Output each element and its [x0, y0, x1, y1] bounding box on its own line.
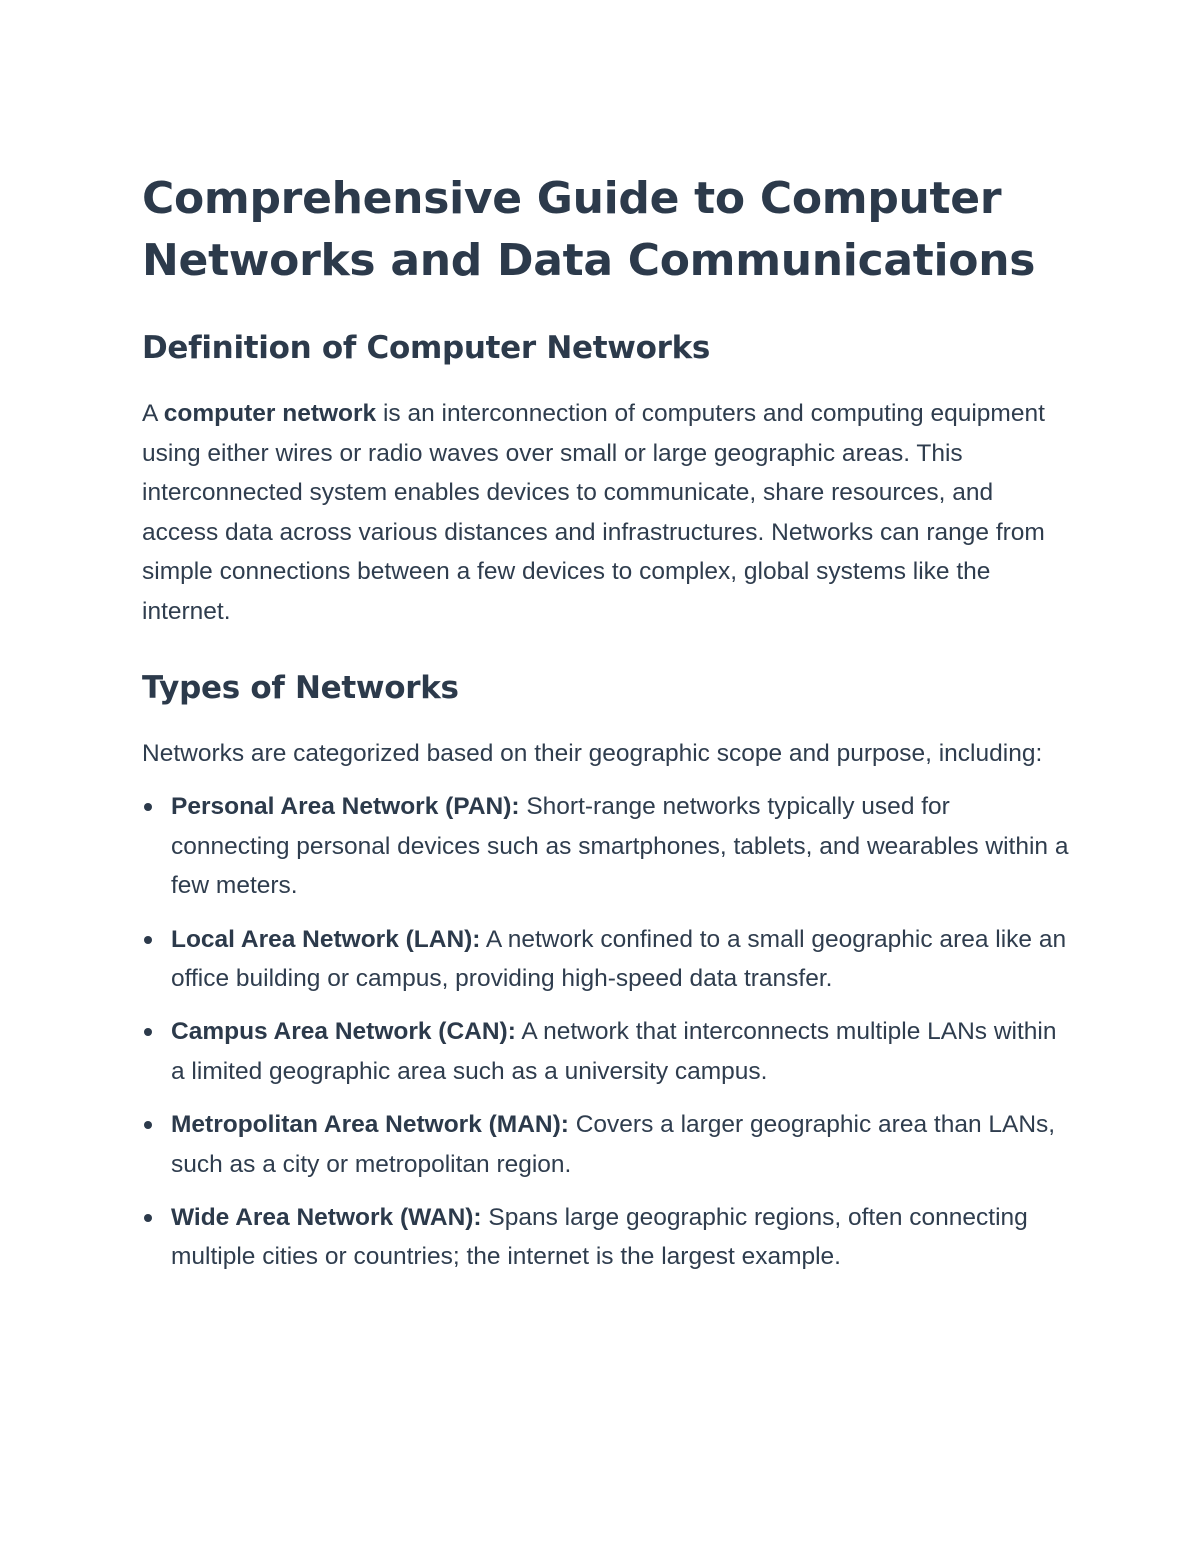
list-item-desc: A network that interconnects multiple LANs within a limited geographic area such as a university campus. — [171, 1018, 1057, 1085]
document-page — [142, 168, 1072, 1291]
list-item-lan — [142, 920, 1072, 999]
list-item-desc: Short-range networks typically used for connecting personal devices such as smartphones, tablets, and wearables within a few meters. — [171, 793, 1069, 900]
section-heading-definition: Definition of Computer Networks — [142, 330, 711, 366]
document-title: Comprehensive Guide to Computer Networks and Data Communications — [142, 173, 1036, 286]
list-item-term: Wide Area Network (WAN): — [171, 1203, 482, 1231]
bullet-icon — [144, 1214, 152, 1222]
list-item-wan — [142, 1198, 1072, 1277]
definition-text-post: is an interconnection of computers and computing equipment using either wires or radio waves over small or large geographic areas. This interconnected system enables devices to communicate, share resources, and access data across various distances and infrastructures. Networks can range from simple connections between a few devices to complex, global systems like the internet. — [142, 400, 1045, 625]
list-item-desc: Covers a larger geographic area than LANs, such as a city or metropolitan region. — [171, 1111, 1056, 1178]
section-heading-types: Types of Networks — [142, 669, 459, 706]
bullet-icon — [144, 936, 152, 944]
bullet-icon — [144, 1121, 152, 1129]
list-item-term: Personal Area Network (PAN): — [171, 793, 520, 821]
list-item-can — [142, 1012, 1072, 1091]
list-item-desc: Spans large geographic regions, often connecting multiple cities or countries; the internet is the largest example. — [171, 1203, 1028, 1271]
list-item-term: Metropolitan Area Network (MAN): — [171, 1111, 569, 1139]
list-item-term: Campus Area Network (CAN): — [171, 1018, 516, 1046]
types-intro-paragraph: Networks are categorized based on their geographic scope and purpose, including: — [142, 739, 1043, 767]
definition-term: computer network — [163, 400, 377, 427]
list-item-desc: A network confined to a small geographic area like an office building or campus, providing high-speed data transfer. — [171, 925, 1067, 993]
bullet-icon — [144, 803, 152, 811]
definition-paragraph — [142, 394, 1072, 632]
list-item-man — [142, 1105, 1072, 1184]
bullet-icon — [144, 1028, 152, 1036]
list-item-term: Local Area Network (LAN): — [171, 925, 481, 953]
definition-text-pre: A — [142, 400, 164, 427]
network-types-list — [142, 787, 1072, 1277]
list-item-pan — [142, 787, 1072, 906]
